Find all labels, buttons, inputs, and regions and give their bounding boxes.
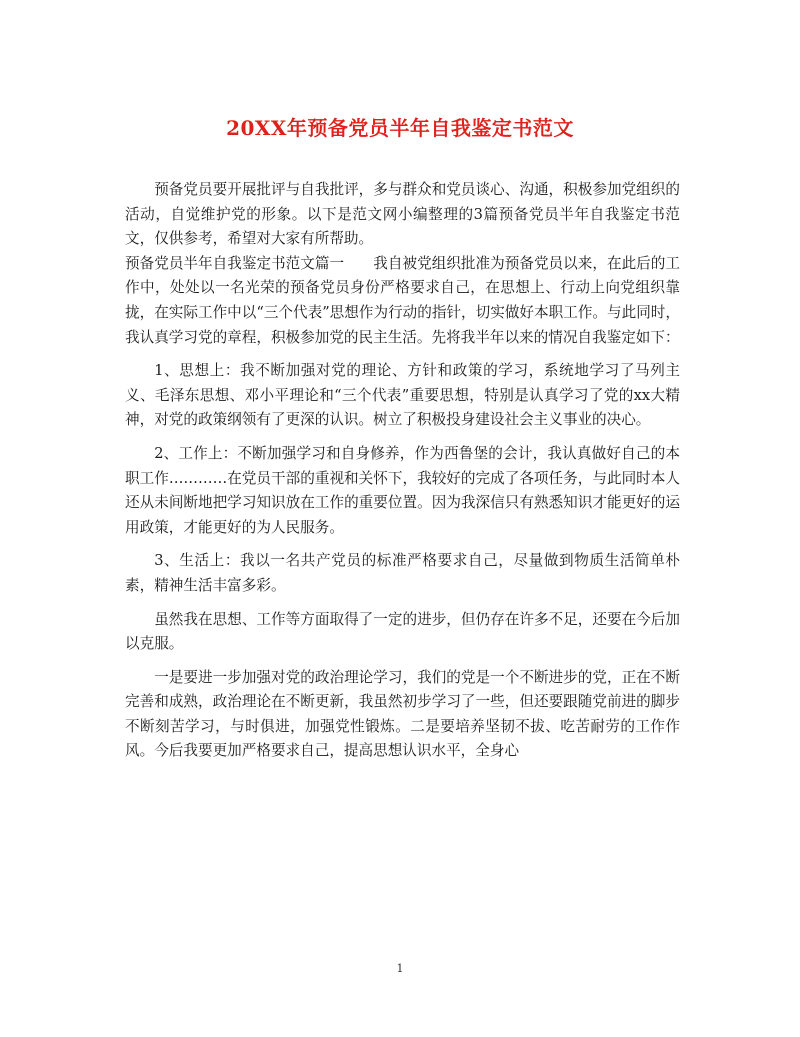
essay-one-opening-paragraph: 预备党员半年自我鉴定书范文篇一 我自被党组织批准为预备党员以来，在此后的工作中，处处以一名光荣的预备党员身份严格要求自己，在思想上、行动上向党组织靠拢，在实际工作中以“三个代表”思想作为行动的指针，切实做好本职工作。与此同时，我认真学习党的章程，积极参加党的民主生活。先将我半年以来的情况自我鉴定如下： xyxy=(125,254,680,346)
shortcomings-paragraph: 虽然我在思想、工作等方面取得了一定的进步，但仍存在许多不足，还要在今后加以克服。 xyxy=(125,610,680,653)
work-paragraph: 2、工作上：不断加强学习和自身修养，作为西鲁堡的会计，我认真做好自己的本职工作…………在党员干部的重视和关怀下，我较好的完成了各项任务，与此同时本人还从未间断地把学习知识放在工作的重要位置。因为我深信只有熟悉知识才能更好的运用政策，才能更好的为人民服务。 xyxy=(125,444,680,536)
document-body xyxy=(125,178,680,764)
document-title: 20XX年预备党员半年自我鉴定书范文 xyxy=(226,116,574,140)
thought-paragraph: 1、思想上：我不断加强对党的理论、方针和政策的学习，系统地学习了马列主义、毛泽东思想、邓小平理论和“三个代表”重要思想，特别是认真学习了党的xx大精神，对党的政策纲领有了更深的认识。树立了积极投身建设社会主义事业的决心。 xyxy=(125,362,680,429)
improvement-paragraph: 一是要进一步加强对党的政治理论学习，我们的党是一个不断进步的党，正在不断完善和成熟，政治理论在不断更新，我虽然初步学习了一些，但还要跟随党前进的脚步不断刻苦学习，与时俱进，加强党性锻炼。二是要培养坚韧不拔、吃苦耐劳的工作作风。今后我要更加严格要求自己，提高思想认识水平，全身心 xyxy=(125,668,680,760)
page-number: 1 xyxy=(396,962,404,975)
intro-paragraph: 预备党员要开展批评与自我批评，多与群众和党员谈心、沟通，积极参加党组织的活动，自觉维护党的形象。以下是范文网小编整理的3篇预备党员半年自我鉴定书范文，仅供参考，希望对大家有所帮助。 xyxy=(125,181,680,248)
life-paragraph: 3、生活上：我以一名共产党员的标准严格要求自己，尽量做到物质生活简单朴素，精神生活丰富多彩。 xyxy=(125,552,680,594)
